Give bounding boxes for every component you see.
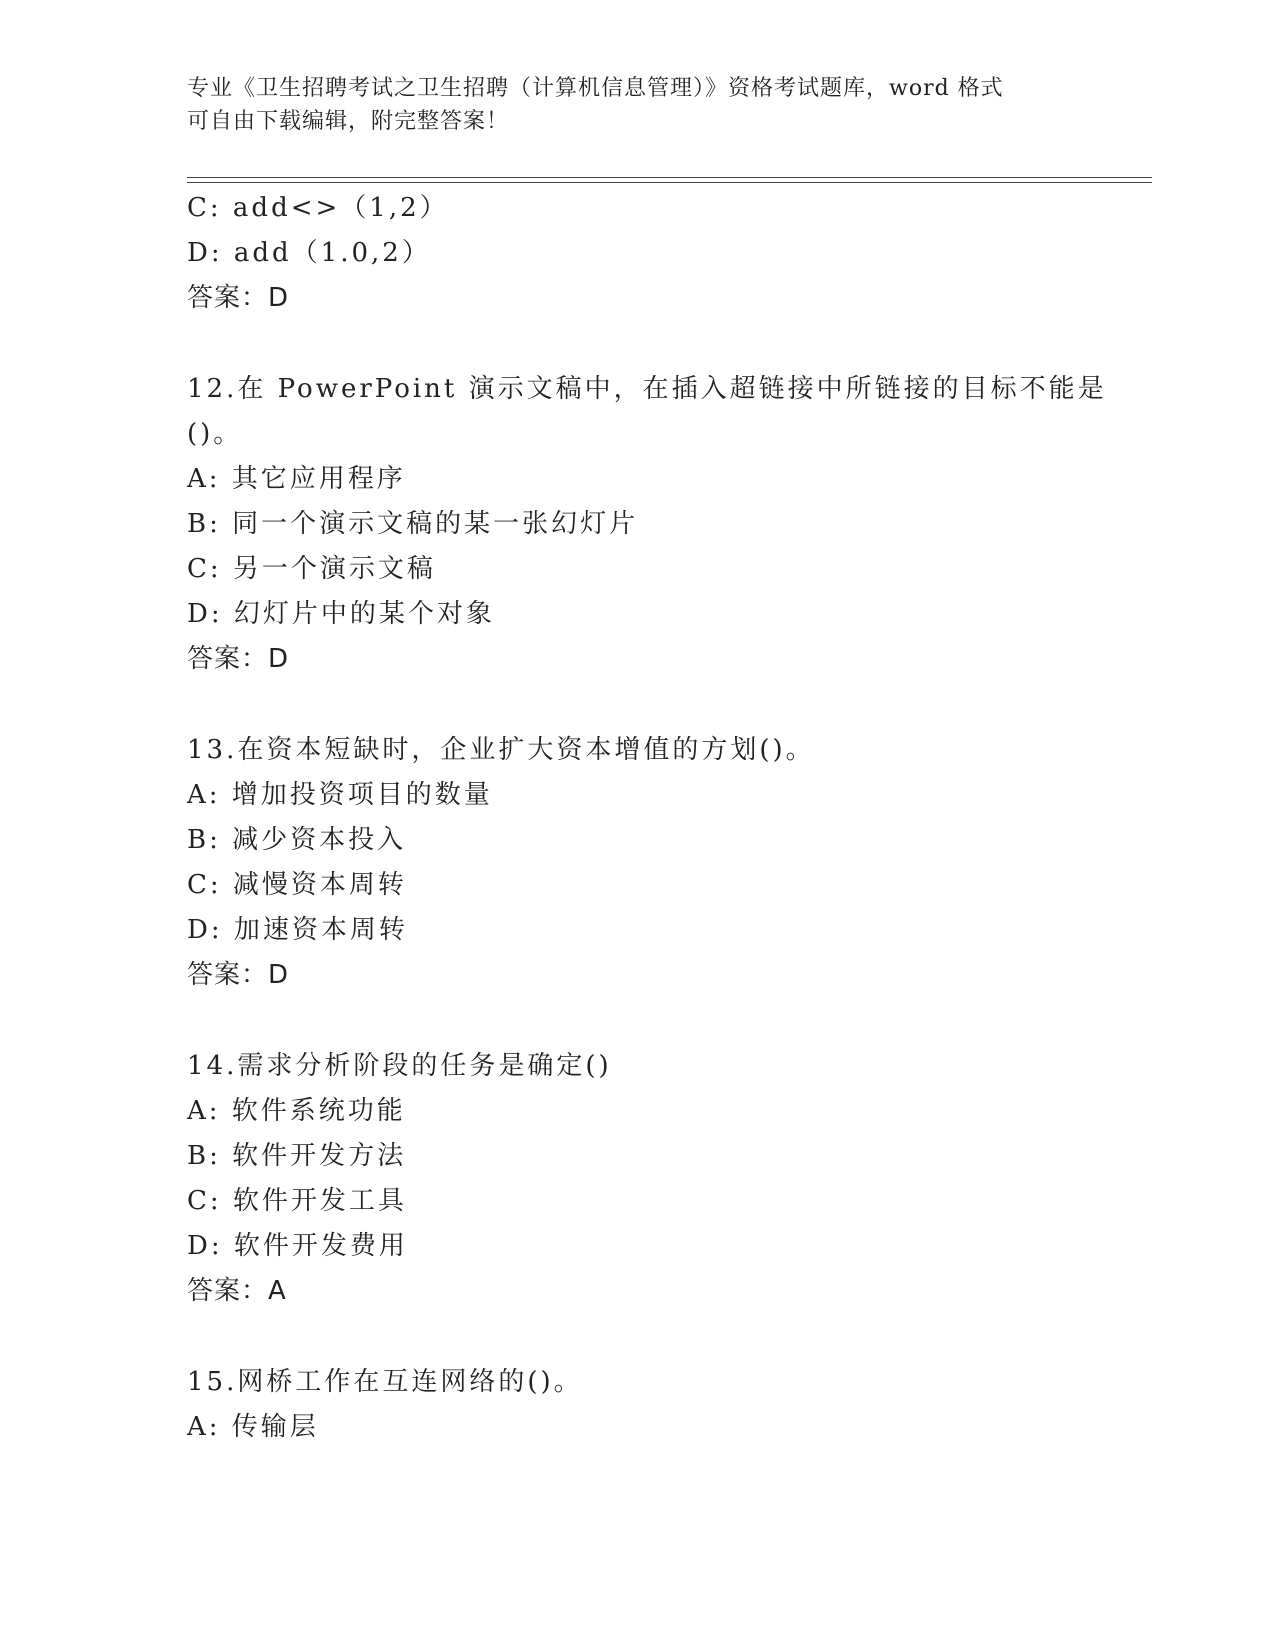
question-12-option-a: A: 其它应用程序	[187, 464, 406, 494]
header-divider-bottom	[187, 182, 1152, 183]
question-14-option-d: D: 软件开发费用	[187, 1231, 408, 1261]
question-12-option-d: D: 幻灯片中的某个对象	[187, 599, 495, 629]
question-13-option-c: C: 减慢资本周转	[187, 870, 407, 900]
question-14-stem: 14.需求分析阶段的任务是确定()	[187, 1051, 612, 1081]
document-header	[187, 72, 1087, 138]
question-12-answer: 答案：D	[187, 644, 290, 674]
header-line-2: 可自由下载编辑，附完整答案！	[187, 109, 510, 134]
question-12-stem-line-1: 12.在 PowerPoint 演示文稿中，在插入超链接中所链接的目标不能是	[187, 374, 1107, 404]
question-13-answer: 答案：D	[187, 960, 290, 990]
header-line-1: 专业《卫生招聘考试之卫生招聘（计算机信息管理）》资格考试题库，word 格式	[187, 76, 1004, 101]
question-14-answer: 答案：A	[187, 1276, 287, 1306]
question-13-stem: 13.在资本短缺时，企业扩大资本增值的方划()。	[187, 735, 815, 765]
header-divider-top	[187, 177, 1152, 178]
question-14-option-c: C: 软件开发工具	[187, 1186, 407, 1216]
question-14-option-b: B: 软件开发方法	[187, 1141, 407, 1171]
answer-label: 答案：D	[187, 283, 290, 313]
question-15-stem: 15.网桥工作在互连网络的()。	[187, 1367, 583, 1397]
question-12-option-b: B: 同一个演示文稿的某一张幻灯片	[187, 509, 639, 539]
question-13-option-b: B: 减少资本投入	[187, 825, 407, 855]
question-12-option-c: C: 另一个演示文稿	[187, 554, 436, 584]
question-13-option-d: D: 加速资本周转	[187, 915, 408, 945]
question-14-option-a: A: 软件系统功能	[187, 1096, 406, 1126]
option-c: C: add<>（1,2）	[187, 193, 449, 223]
option-d: D: add（1.0,2）	[187, 238, 431, 268]
question-13-option-a: A: 增加投资项目的数量	[187, 780, 493, 810]
question-15-option-a: A: 传输层	[187, 1412, 319, 1442]
question-12-stem-line-2: ()。	[187, 419, 243, 449]
